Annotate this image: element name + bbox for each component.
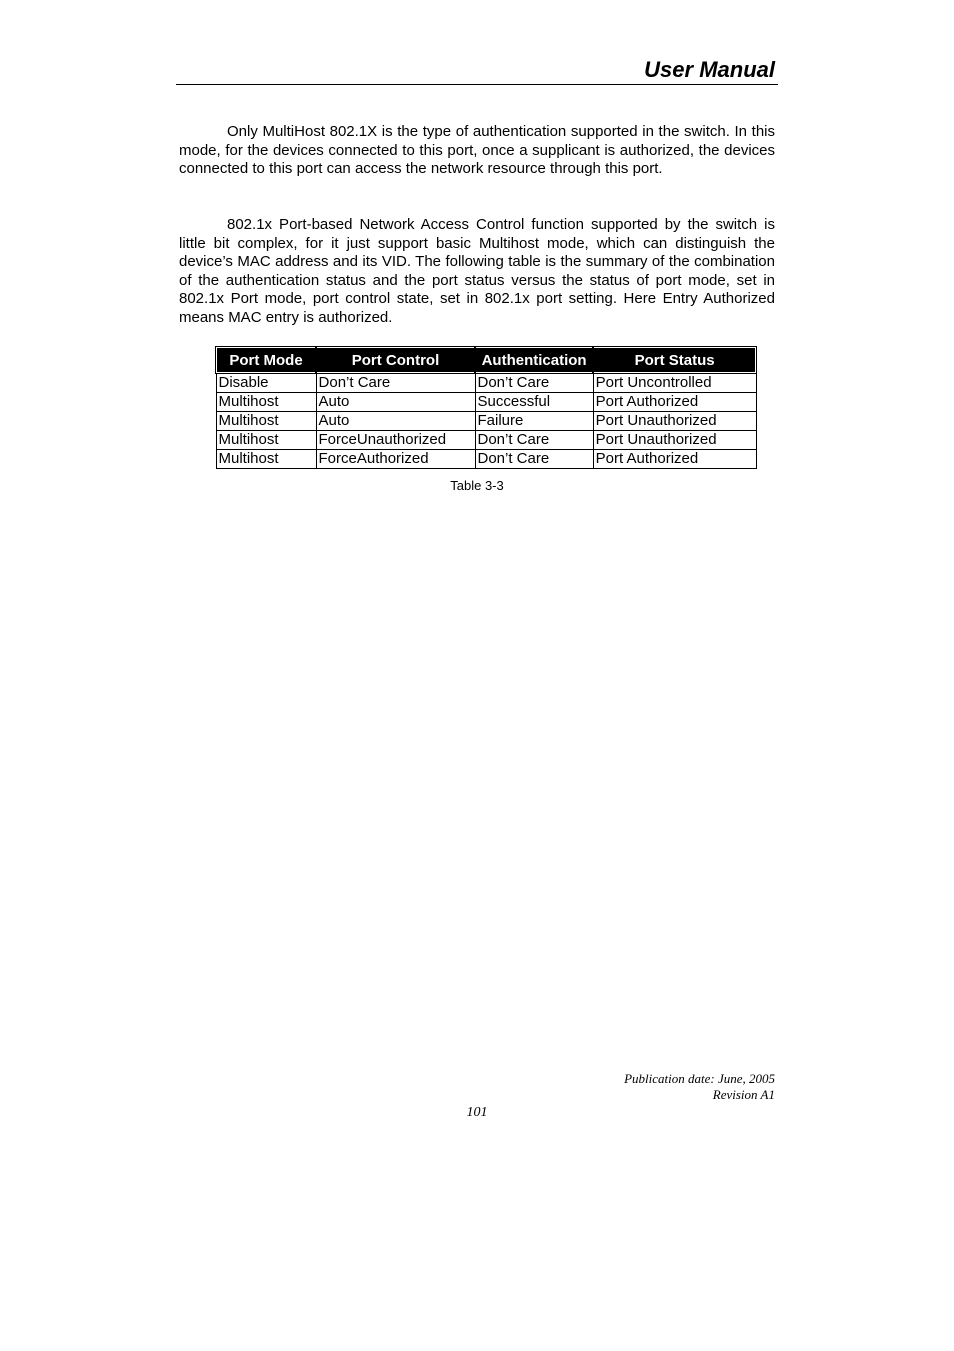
cell-port-status: Port Authorized [593,450,756,469]
cell-authentication: Don’t Care [475,373,593,393]
table-row [216,373,756,393]
column-header-port-status: Port Status [593,347,756,373]
paragraph-port-access-control: 802.1x Port-based Network Access Control function supported by the switch is little bit complex, for it just support basic Multihost mode, which can distinguish the device’s MAC address and its VID. The following table is the summary of the combination of the authentication status and the port status versus the status of port mode, set in 802.1x Port mode, port control state, set in 802.1x port setting. Here Entry Authorized means MAC entry is authorized. [179,216,775,326]
cell-authentication: Don’t Care [475,431,593,450]
cell-port-control: ForceAuthorized [316,450,475,469]
table-row [216,412,756,431]
cell-port-mode: Multihost [216,412,316,431]
column-header-port-mode: Port Mode [216,347,316,373]
page-header-title: User Manual [644,57,775,82]
page-number: 101 [466,1105,488,1120]
table-row [216,393,756,412]
revision-label: Revision A1 [712,1087,775,1102]
cell-port-mode: Disable [216,373,316,393]
port-status-summary-table [215,346,757,469]
cell-port-status: Port Authorized [593,393,756,412]
cell-port-control: Auto [316,393,475,412]
cell-port-control: Don’t Care [316,373,475,393]
cell-authentication: Don’t Care [475,450,593,469]
publication-info [624,1071,775,1103]
column-header-port-control: Port Control [316,347,475,373]
column-header-authentication: Authentication [475,347,593,373]
cell-port-mode: Multihost [216,431,316,450]
cell-authentication: Successful [475,393,593,412]
cell-port-status: Port Unauthorized [593,431,756,450]
cell-port-control: Auto [316,412,475,431]
table-caption: Table 3-3 [450,478,504,493]
cell-port-status: Port Uncontrolled [593,373,756,393]
table-header-row [216,347,756,373]
header-divider [176,84,778,85]
cell-port-mode: Multihost [216,393,316,412]
paragraph-multihost-intro: Only MultiHost 802.1X is the type of authentication supported in the switch. In this mode, for the devices connected to this port, once a supplicant is authorized, the devices connected to this port can access the network resource through this port. [179,123,775,178]
table-row [216,431,756,450]
cell-port-status: Port Unauthorized [593,412,756,431]
cell-port-control: ForceUnauthorized [316,431,475,450]
cell-port-mode: Multihost [216,450,316,469]
cell-authentication: Failure [475,412,593,431]
table-row [216,450,756,469]
publication-date: Publication date: June, 2005 [624,1071,775,1086]
